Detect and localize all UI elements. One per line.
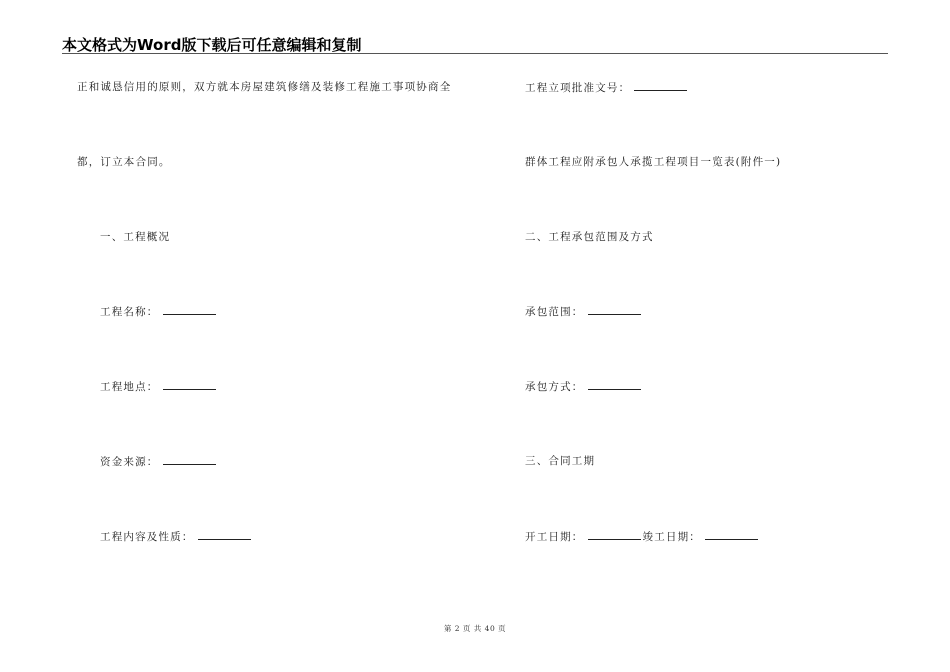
page-number-footer: 第 2 页 共 40 页 xyxy=(443,624,507,633)
funding-source-blank[interactable] xyxy=(163,454,216,465)
section-heading-duration: 三、合同工期 xyxy=(525,455,596,467)
field-project-name-label: 工程名称： xyxy=(100,306,159,318)
contract-scope-blank[interactable] xyxy=(588,304,641,315)
paragraph-group-project: 群体工程应附承包人承揽工程项目一览表(附件一) xyxy=(525,156,782,168)
section-heading-scope: 二、工程承包范围及方式 xyxy=(525,231,654,243)
start-date-blank[interactable] xyxy=(588,529,641,540)
field-contract-method-label: 承包方式： xyxy=(525,381,584,393)
field-dates xyxy=(525,529,758,544)
field-funding-source xyxy=(100,454,216,469)
field-contract-scope xyxy=(525,304,641,319)
field-end-date-label: 竣工日期： xyxy=(642,531,701,543)
end-date-blank[interactable] xyxy=(705,529,758,540)
document-header-title: 本文格式为Word版下载后可任意编辑和复制 xyxy=(62,36,362,54)
project-name-blank[interactable] xyxy=(163,304,216,315)
field-approval-number xyxy=(525,80,687,95)
field-contract-scope-label: 承包范围： xyxy=(525,306,584,318)
field-project-location xyxy=(100,379,216,394)
field-project-location-label: 工程地点： xyxy=(100,381,159,393)
field-contract-method xyxy=(525,379,641,394)
field-project-content xyxy=(100,529,251,544)
paragraph-conclusion: 都，订立本合同。 xyxy=(77,156,171,168)
project-content-blank[interactable] xyxy=(198,529,251,540)
field-project-content-label: 工程内容及性质： xyxy=(100,531,194,543)
field-approval-number-label: 工程立项批准文号： xyxy=(525,82,631,94)
approval-number-blank[interactable] xyxy=(634,80,687,91)
field-project-name xyxy=(100,304,216,319)
project-location-blank[interactable] xyxy=(163,379,216,390)
paragraph-principle: 正和诚恳信用的原则，双方就本房屋建筑修缮及装修工程施工事项协商全 xyxy=(77,81,452,93)
section-heading-overview: 一、工程概况 xyxy=(100,231,171,243)
field-start-date-label: 开工日期： xyxy=(525,531,584,543)
field-funding-source-label: 资金来源： xyxy=(100,456,159,468)
contract-method-blank[interactable] xyxy=(588,379,641,390)
header-divider xyxy=(62,53,888,54)
